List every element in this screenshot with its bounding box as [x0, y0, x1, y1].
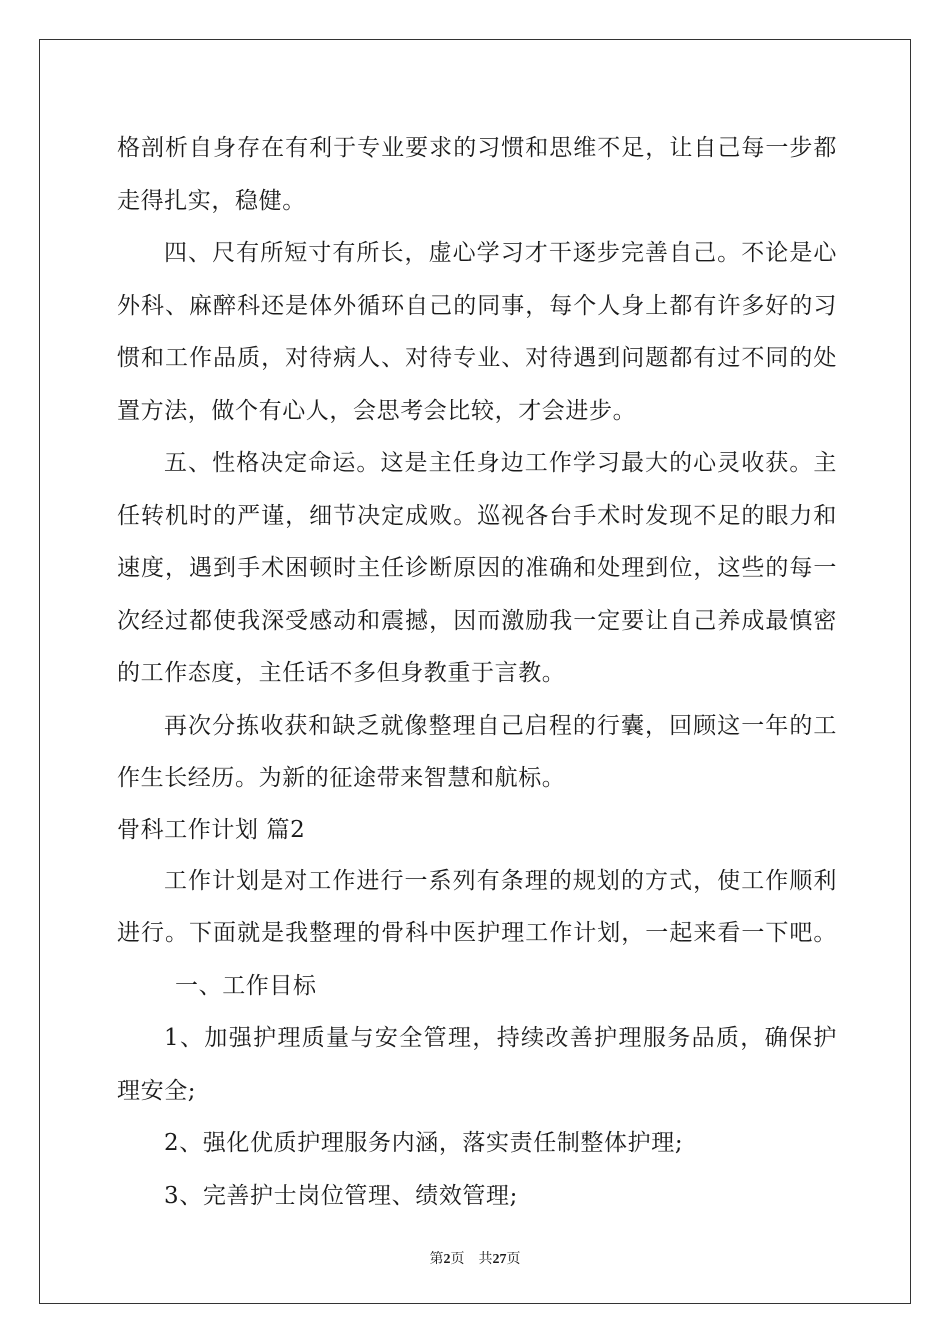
text-line: 作生长经历。为新的征途带来智慧和航标。 [117, 765, 566, 791]
text-line: 置方法，做个有心人，会思考会比较，才会进步。 [117, 397, 637, 424]
section-heading: 骨科工作计划 篇2 [117, 816, 306, 843]
text-line: 任转机时的严谨，细节决定成败。巡视各台手术时发现不足的眼力和 [117, 502, 837, 529]
list-item-line: 3、完善护士岗位管理、绩效管理; [164, 1182, 518, 1209]
text-line: 格剖析自身存在有利于专业要求的习惯和思维不足，让自己每一步都 [117, 135, 837, 161]
page-footer [0, 1248, 950, 1268]
paragraph-start-line: 五、性格决定命运。这是主任身边工作学习最大的心灵收获。主 [164, 450, 837, 476]
paragraph-start-line: 四、尺有所短寸有所长，虚心学习才干逐步完善自己。不论是心 [164, 240, 837, 266]
total-page-number: 27 [492, 1252, 507, 1267]
current-page-number: 2 [443, 1252, 451, 1267]
page-prefix: 第 [429, 1252, 444, 1267]
page-mid: 页 共 [450, 1252, 493, 1267]
text-line: 惯和工作品质，对待病人、对待专业、对待遇到问题都有过不同的处 [117, 345, 837, 371]
text-line: 走得扎实，稳健。 [117, 187, 306, 214]
text-line: 次经过都使我深受感动和震撼，因而激励我一定要让自己养成最慎密 [117, 607, 837, 634]
paragraph-start-line: 工作计划是对工作进行一系列有条理的规划的方式，使工作顺利 [164, 867, 837, 894]
text-line: 速度，遇到手术困顿时主任诊断原因的准确和处理到位，这些的每一 [117, 555, 837, 581]
list-item-line: 1、加强护理质量与安全管理，持续改善护理服务品质，确保护 [164, 1025, 837, 1051]
text-line: 的工作态度，主任话不多但身教重于言教。 [117, 660, 566, 686]
list-item-line: 2、强化优质护理服务内涵，落实责任制整体护理; [164, 1130, 684, 1156]
page-suffix: 页 [506, 1252, 521, 1267]
text-line: 理安全; [117, 1077, 197, 1104]
text-line: 外科、麻醉科还是体外循环自己的同事，每个人身上都有许多好的习 [117, 292, 837, 319]
paragraph-start-line: 再次分拣收获和缺乏就像整理自己启程的行囊，回顾这一年的工 [164, 712, 837, 739]
document-body [117, 122, 837, 1222]
subheading-line: 一、工作目标 [175, 972, 317, 999]
text-line: 进行。下面就是我整理的骨科中医护理工作计划，一起来看一下吧。 [117, 920, 837, 946]
